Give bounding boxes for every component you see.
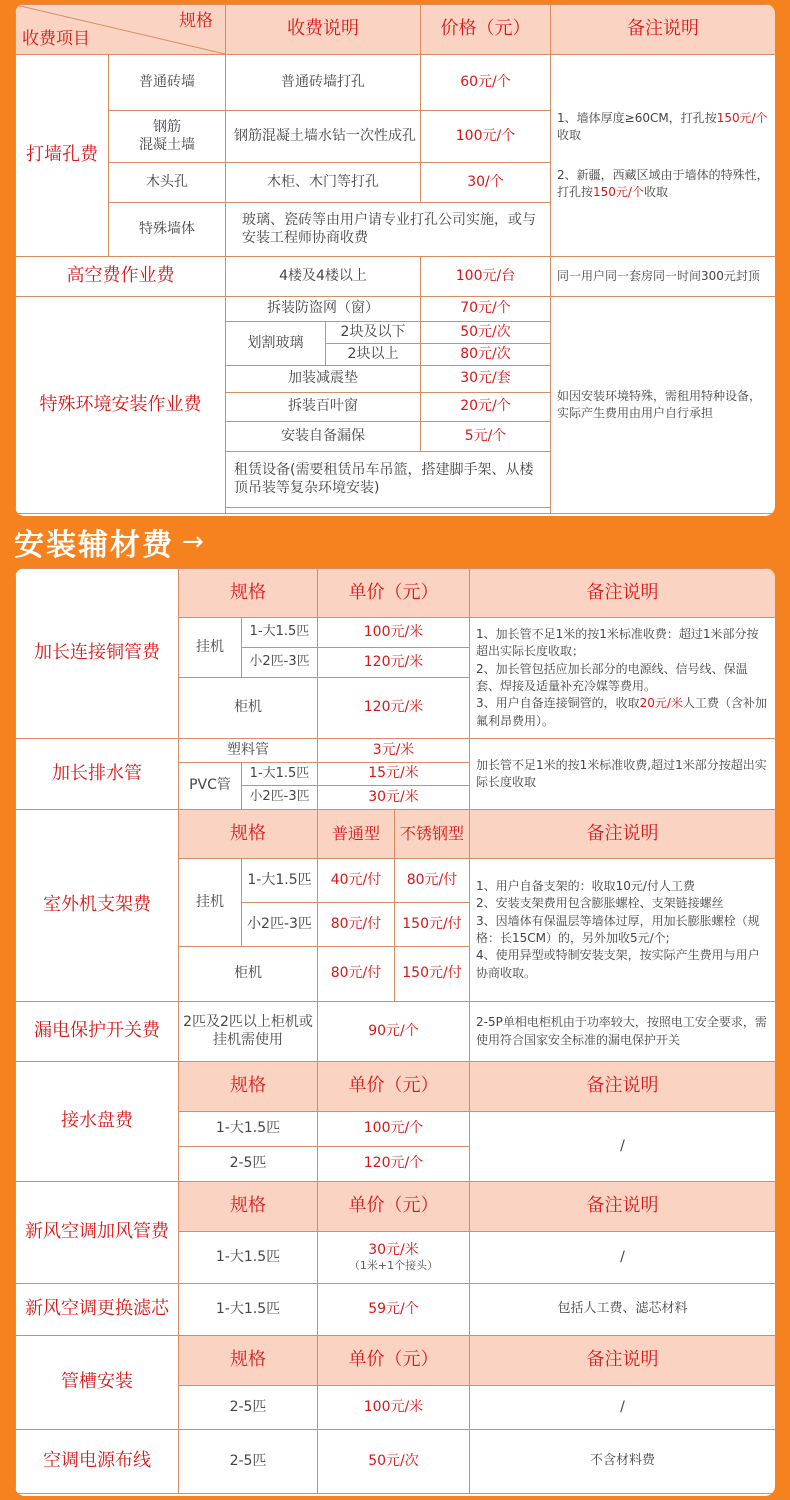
price-cell: 150元/付 (395, 947, 470, 1002)
install-fee-table (15, 4, 775, 297)
spec-cell: 1-大1.5匹 (242, 618, 318, 648)
category-special-env: 特殊环境安装作业费 (16, 297, 226, 514)
desc-cell: 2块及以下 (326, 322, 421, 344)
special-env-table (15, 296, 775, 514)
desc-cell: 钢筋混凝土墙水钻一次性成孔 (226, 111, 421, 163)
spec-cell: 特殊墙体 (109, 203, 226, 257)
category-drip-tray: 接水盘费 (16, 1062, 179, 1182)
price-cell: 50元/次 (421, 322, 551, 344)
header-note: 备注说明 (551, 5, 776, 55)
category-bracket: 室外机支架费 (16, 810, 179, 1002)
category-leakage-switch: 漏电保护开关费 (16, 1002, 179, 1062)
spec-cell: 柜机 (179, 947, 318, 1002)
spec-cell: 1-大1.5匹 (179, 1112, 318, 1147)
copper-pipe-note: 1、加长管不足1米的按1米标准收费：超过1米部分按超出实际长度收取； 2、加长管包括应加长部分的电源线、信号线、保温套、焊接及适量补充冷媒等费用。 3、用户自备连接铜管的，收取20元/米人工费（含补加氟利昂费用）。 (470, 618, 776, 739)
header-note: 备注说明 (470, 1062, 776, 1112)
desc-cell: 安装自备漏保 (226, 422, 421, 452)
price-cell: 120元/个 (318, 1147, 470, 1182)
spec-cell: 小2匹-3匹 (242, 903, 318, 947)
header-spec: 规格 (179, 569, 318, 618)
desc-cell: 拆装防盗网（窗） (226, 297, 421, 322)
header-steel: 不锈钢型 (395, 810, 470, 859)
hang-unit-label: 挂机 (179, 859, 242, 947)
category-copper-pipe: 加长连接铜管费 (16, 569, 179, 739)
category-power-wiring: 空调电源布线 (16, 1430, 179, 1494)
drip-tray-note: / (470, 1112, 776, 1182)
price-cell: 80元/付 (318, 947, 395, 1002)
header-unit-price: 单价（元） (318, 1182, 470, 1232)
materials-fee-table (15, 568, 775, 1494)
price-cell: 20元/个 (421, 393, 551, 422)
price-cell: 80元/付 (318, 903, 395, 947)
price-cell: 40元/付 (318, 859, 395, 903)
trough-note: / (470, 1386, 776, 1430)
spec-cell: 小2匹-3匹 (242, 786, 318, 810)
price-cell: 100元/台 (421, 257, 551, 297)
price-cell: 120元/米 (318, 678, 470, 739)
price-cell: 70元/个 (421, 297, 551, 322)
header-spec: 规格 (179, 11, 213, 31)
header-note: 备注说明 (470, 1336, 776, 1386)
price-cell: 150元/付 (395, 903, 470, 947)
header-unit-price: 单价（元） (318, 1336, 470, 1386)
price-cell: 59元/个 (318, 1284, 470, 1336)
bracket-note: 1、用户自备支架的：收取10元/付人工费 2、安装支架费用包含膨胀螺栓、支架链接螺丝 3、因墙体有保温层等墙体过厚，用加长膨胀螺栓（规格：长15CM）的，另外加收5元/个; 4、使用异型或特制安装支架，按实际产生费用与用户协商收取。 (470, 859, 776, 1002)
price-cell: 100元/米 (318, 1386, 470, 1430)
spec-cell: 塑料管 (179, 739, 318, 763)
spacer-cell (226, 508, 551, 514)
price-cell: 100元/个 (318, 1112, 470, 1147)
materials-fee-card (15, 568, 775, 1496)
price-cell: 30元/套 (421, 366, 551, 393)
price-cell: 3元/米 (318, 739, 470, 763)
desc-cell: 玻璃、瓷砖等由用户请专业打孔公司实施，或与安装工程师协商收费 (226, 203, 551, 257)
price-cell: 30/个 (421, 163, 551, 203)
desc-cell: 木柜、木门等打孔 (226, 163, 421, 203)
price-value: 30元/米 (368, 1241, 419, 1258)
power-wiring-note: 不含材料费 (470, 1430, 776, 1494)
arrow-right-icon: → (182, 527, 206, 557)
price-cell: 15元/米 (318, 763, 470, 786)
category-fresh-air-duct: 新风空调加风管费 (16, 1182, 179, 1284)
price-cell: 60元/个 (421, 55, 551, 111)
category-filter: 新风空调更换滤芯 (16, 1284, 179, 1336)
spec-cell: 木头孔 (109, 163, 226, 203)
spec-cell: 普通砖墙 (109, 55, 226, 111)
spec-cell: 小2匹-3匹 (242, 648, 318, 678)
desc-cell: 拆装百叶窗 (226, 393, 421, 422)
price-cell (318, 1232, 470, 1284)
spec-cell: 1-大1.5匹 (179, 1232, 318, 1284)
spec-cell: 2-5匹 (179, 1386, 318, 1430)
price-cell: 100元/个 (421, 111, 551, 163)
section-banner (14, 518, 206, 566)
high-altitude-note: 同一用户同一套房同一时间300元封顶 (551, 257, 776, 297)
category-high-altitude: 高空费作业费 (16, 257, 226, 297)
category-pipe-trough: 管槽安装 (16, 1336, 179, 1430)
price-cell: 80元/次 (421, 344, 551, 366)
header-note: 备注说明 (470, 569, 776, 618)
header-note: 备注说明 (470, 810, 776, 859)
install-fee-card (15, 4, 775, 516)
filter-note: 包括人工费、滤芯材料 (470, 1284, 776, 1336)
spec-cell: 2-5匹 (179, 1147, 318, 1182)
spec-cell: 钢筋 混凝土墙 (109, 111, 226, 163)
glass-cutting-label: 划割玻璃 (226, 322, 326, 366)
desc-cell: 租赁设备(需要租赁吊车吊篮，搭建脚手架、从楼顶吊装等复杂环境安装) (226, 452, 551, 508)
header-desc: 收费说明 (226, 5, 421, 55)
fresh-air-note: / (470, 1232, 776, 1284)
header-spec: 规格 (179, 1182, 318, 1232)
spec-cell: 1-大1.5匹 (179, 1284, 318, 1336)
header-spec: 规格 (179, 1062, 318, 1112)
spec-cell: 柜机 (179, 678, 318, 739)
desc-cell: 加装减震垫 (226, 366, 421, 393)
price-cell: 120元/米 (318, 648, 470, 678)
spec-cell: 2匹及2匹以上柜机或挂机需使用 (179, 1002, 318, 1062)
header-price: 价格（元） (421, 5, 551, 55)
price-cell: 50元/次 (318, 1430, 470, 1494)
spec-cell: 2-5匹 (179, 1430, 318, 1494)
hang-unit-label: 挂机 (179, 618, 242, 678)
spec-cell: 1-大1.5匹 (242, 763, 318, 786)
desc-cell: 4楼及4楼以上 (226, 257, 421, 297)
drain-pipe-note: 加长管不足1米的按1米标准收费,超过1米部分按超出实际长度收取 (470, 739, 776, 810)
price-subnote: （1米+1个接头） (348, 1259, 439, 1273)
header-unit-price: 单价（元） (318, 1062, 470, 1112)
pvc-label: PVC管 (179, 763, 242, 810)
price-cell: 90元/个 (318, 1002, 470, 1062)
banner-title: 安装辅材费 (14, 528, 174, 563)
category-wall-hole: 打墙孔费 (16, 55, 109, 257)
header-normal: 普通型 (318, 810, 395, 859)
desc-cell: 2块以上 (326, 344, 421, 366)
header-spec: 规格 (179, 810, 318, 859)
desc-cell: 普通砖墙打孔 (226, 55, 421, 111)
wall-hole-note: 1、墙体厚度≥60CM，打孔按150元/个收取 2、新疆，西藏区域由于墙体的特殊性，打孔按150元/个收取 (551, 55, 776, 257)
price-cell: 80元/付 (395, 859, 470, 903)
price-cell: 30元/米 (318, 786, 470, 810)
leakage-switch-note: 2-5P单相电柜机由于功率较大，按照电工安全要求，需使用符合国家安全标准的漏电保护开关 (470, 1002, 776, 1062)
header-note: 备注说明 (470, 1182, 776, 1232)
price-cell: 100元/米 (318, 618, 470, 648)
header-spec: 规格 (179, 1336, 318, 1386)
price-cell: 5元/个 (421, 422, 551, 452)
table-corner-header (16, 5, 226, 55)
special-env-note: 如因安装环境特殊，需租用特种设备，实际产生费用由用户自行承担 (551, 297, 776, 514)
category-drain-pipe: 加长排水管 (16, 739, 179, 810)
spec-cell: 1-大1.5匹 (242, 859, 318, 903)
header-unit-price: 单价（元） (318, 569, 470, 618)
header-item: 收费项目 (22, 28, 90, 49)
